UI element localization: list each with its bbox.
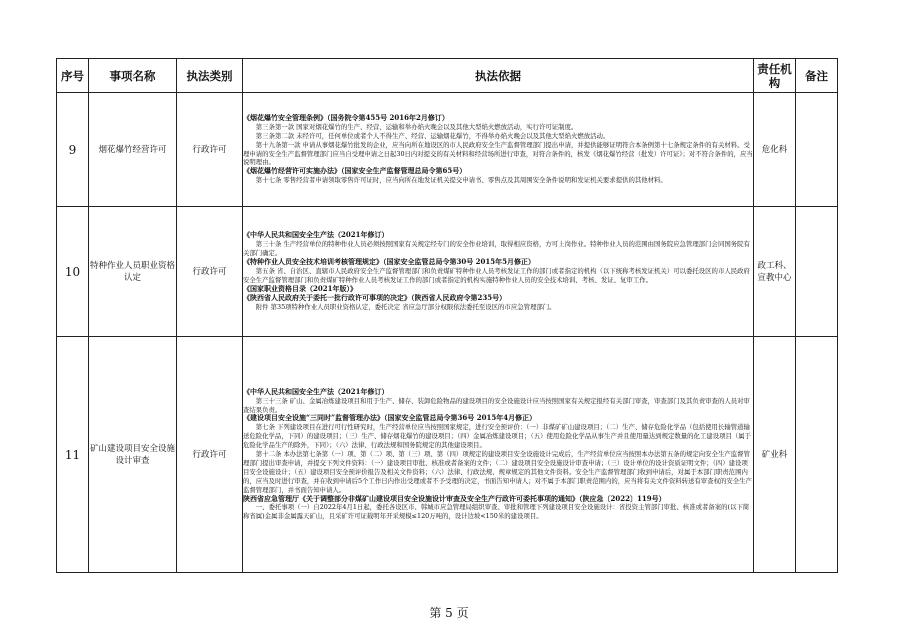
basis-paragraph: 第七条 下列建设项目在进行可行性研究时，生产经营单位应当按照国家规定，进行安全预评价：（一）非煤矿矿山建设项目；（二）生产、储存危险化学品（包括使用长输管道输送危险化学品，下同）的建设项目；（三）生产、储存烟花爆竹的建设项目；（四）金属冶炼建设项目；（五）使用危险化学品从事生产并且使用量达到规定数量的化工建设项目（属于危险化学品生产的除外，下同）；（六）法律、行政法规和国务院规定的其他建设项目。	[243, 423, 752, 450]
row-remark	[796, 207, 838, 337]
row-remark	[796, 93, 838, 207]
basis-heading: 《中华人民共和国安全生产法（2021年修订）	[243, 386, 389, 396]
basis-heading: 《建设项目安全设施“三同时”监督管理办法》（国家安全监管总局令第36号 2015年4月修正）	[243, 413, 537, 423]
basis-paragraph: 第十二条 本办法第七条第（一）项、第（二）项、第（三）项、第（四）项规定的建设项目安全设施设计完成后，生产经营单位应当按照本办法第五条的规定向安全生产监督管理部门提出审查申请，并提交下列文件资料：（一）建设项目审批、核准或者备案的文件；（二）建设项目安全设施设计审查申请；（三）设计单位的设计资质证明文件；（四）建设项目安全设施设计；（五）建设项目安全预评价报告及相关文件资料；（六）法律、行政法规、规章规定的其他文件资料。安全生产监督管理部门收到申请后，对属于本部门职责范围内的，应当及时进行审查，并在收到申请后5个工作日内作出受理或者不予受理的决定，书面告知申请人；对不属于本部门职责范围内的，应当将有关文件资料转送有审查权的安全生产监督管理部门，并书面告知申请人。	[243, 450, 752, 494]
basis-paragraph: 一、委托事项（一）自2022年4月1日起，委托各设区市、韩城市应急管理局组织审查、审批和管理下列建设项目安全设施设计：省投资主管部门审批、核准或者备案的(以下简称省属)金属非金属露天矿山，且采矿许可证载明年开采规模≤120万吨的，设计边坡<150米的建设项目。	[243, 503, 750, 521]
basis-heading: 《陕西省人民政府关于委托一批行政许可事项的决定》（陕西省人民政府令第235号）	[243, 292, 507, 302]
table-row	[57, 93, 838, 207]
row-seq: 11	[57, 337, 89, 573]
basis-heading: 陕西省应急管理厅《关于调整部分非煤矿山建设项目安全设施设计审查及安全生产行政许可委托事项的通知》（陕应急〔2022〕119号）	[243, 493, 666, 503]
basis-heading: 《特种作业人员安全技术培训考核管理规定》（国家安全监管总局令第30号 2015年5月修正）	[243, 257, 536, 267]
basis-paragraph: 第三条第一款 国家对烟花爆竹的生产、经营、运输和举办焰火晚会以及其他大型焰火燃放活动，实行许可证制度。	[255, 122, 578, 131]
row-org: 政工科、宣教中心	[754, 207, 796, 337]
header-basis: 执法依据	[243, 59, 754, 93]
basis-paragraph: 第五条 省、自治区、直辖市人民政府安全生产监督管理部门和负责煤矿特种作业人员考核发证工作的部门或者指定的机构（以下统称考核发证机关）可以委托设区的市人民政府安全生产监督管理部门和负责煤矿特种作业人员考核发证工作的部门或者指定的机构实施特种作业人员的安全技术培训、考核、发证、复审工作。	[243, 267, 750, 284]
basis-heading: 《烟花爆竹安全管理条例》（国务院令第455号 2016年2月修订）	[243, 112, 449, 122]
enforcement-table	[56, 58, 838, 573]
basis-paragraph: 第十九条第一款 申请从事烟花爆竹批发的企业，应当向所在地设区的市人民政府安全生产监督管理部门提出申请，并提供能够证明符合本条例第十七条规定条件的有关材料。受理申请的安全生产监督管理部门应当自受理申请之日起30日内对提交的有关材料和经营场所进行审查，对符合条件的，核发《烟花爆竹经营（批发）许可证》；对不符合条件的，应当说明理由。	[243, 140, 753, 167]
row-org: 危化科	[754, 93, 796, 207]
header-category: 执法类别	[177, 59, 243, 93]
basis-heading: 《国家职业资格目录（2021年版）》	[243, 283, 357, 293]
header-remark: 备注	[796, 59, 838, 93]
row-seq: 9	[57, 93, 89, 207]
header-name: 事项名称	[89, 59, 177, 93]
row-basis	[243, 93, 754, 207]
row-name: 特种作业人员职业资格认定	[89, 207, 177, 337]
basis-paragraph: 第三条第二款 未经许可，任何单位或者个人不得生产、经营、运输烟花爆竹，不得举办焰火晚会以及其他大型焰火燃放活动。	[255, 131, 610, 140]
table-row	[57, 337, 838, 573]
basis-paragraph: 第三十三条 矿山、金属冶炼建设项目和用于生产、储存、装卸危险物品的建设项目的安全设施设计应当按照国家有关规定报经有关部门审查，审查部门及其负责审查的人员对审查结果负责。	[243, 396, 750, 414]
basis-paragraph: 第十七条 零售经营者申请领取零售许可证时，应当向所在地发证机关提交申请书、零售点及其周围安全条件说明和发证机关要求提供的其他材料。	[255, 176, 667, 185]
basis-paragraph: 附件 第35项特种作业人员职业资格认定，委托决定 省应急厅部分权限依法委托至设区的市应急管理部门。	[255, 302, 556, 311]
row-org: 矿业科	[754, 337, 796, 573]
row-basis	[243, 337, 754, 573]
basis-heading: 《烟花爆竹经营许可实施办法》（国家安全生产监督管理总局令第65号）	[243, 166, 467, 176]
basis-paragraph: 第三十条 生产经营单位的特种作业人员必须按照国家有关规定经专门的安全作业培训，取得相应资格，方可上岗作业。特种作业人员的范围由国务院应急管理部门会同国务院有关部门确定。	[243, 240, 750, 258]
table-row	[57, 207, 838, 337]
header-row	[57, 59, 838, 93]
header-org: 责任机构	[754, 59, 796, 93]
row-remark	[796, 337, 838, 573]
row-seq: 10	[57, 207, 89, 337]
row-category: 行政许可	[177, 207, 243, 337]
page-footer: 第 5 页	[429, 606, 469, 620]
row-category: 行政许可	[177, 337, 243, 573]
row-name: 矿山建设项目安全设施设计审查	[89, 337, 177, 573]
row-basis	[243, 207, 754, 337]
header-seq: 序号	[57, 59, 89, 93]
row-category: 行政许可	[177, 93, 243, 207]
basis-heading: 《中华人民共和国安全生产法（2021年修订）	[243, 230, 389, 240]
row-name: 烟花爆竹经营许可	[89, 93, 177, 207]
